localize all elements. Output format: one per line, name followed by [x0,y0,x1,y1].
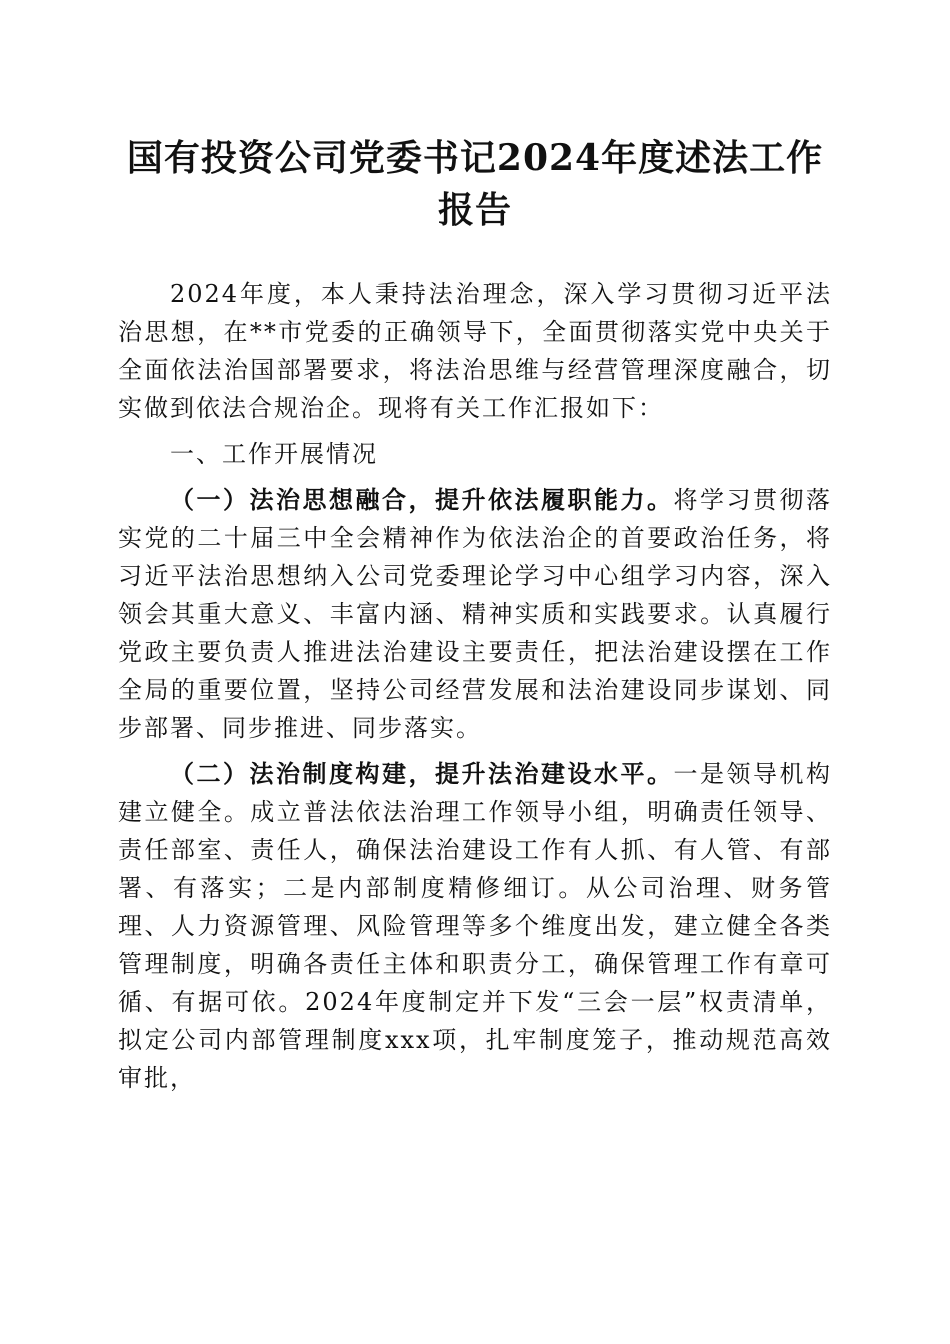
subsection-lead-1: （一）法治思想融合，提升依法履职能力。 [170,485,674,514]
intro-paragraph: 2024年度，本人秉持法治理念，深入学习贯彻习近平法治思想，在**市党委的正确领导下，全面贯彻落实党中央关于全面依法治国部署要求，将法治思维与经营管理深度融合，切实做到依法合规治企。现将有关工作汇报如下： [118,280,832,422]
document-body [118,275,832,1105]
subsection-text-2: 一是领导机构建立健全。成立普法依法治理工作领导小组，明确责任领导、责任部室、责任人，确保法治建设工作有人抓、有人管、有部署、有落实；二是内部制度精修细订。从公司治理、财务管理、人力资源管理、风险管理等多个维度出发，建立健全各类管理制度，明确各责任主体和职责分工，确保管理工作有章可循、有据可依。2024年度制定并下发“三会一层”权责清单，拟定公司内部管理制度xxx项，扎牢制度笼子，推动规范高效审批， [118,760,832,1092]
subsection-paragraph-2 [118,755,832,1097]
section-heading: 一、工作开展情况 [170,440,378,468]
subsection-paragraph-1 [118,481,832,747]
document-title: 国有投资公司党委书记2024年度述法工作报告 [126,137,824,231]
subsection-lead-2: （二）法治制度构建，提升法治建设水平。 [170,759,674,788]
subsection-text-1: 将学习贯彻落实党的二十届三中全会精神作为依法治企的首要政治任务，将习近平法治思想纳入公司党委理论学习中心组学习内容，深入领会其重大意义、丰富内涵、精神实质和实践要求。认真履行党政主要负责人推进法治建设主要责任，把法治建设摆在工作全局的重要位置，坚持公司经营发展和法治建设同步谋划、同步部署、同步推进、同步落实。 [118,486,832,742]
